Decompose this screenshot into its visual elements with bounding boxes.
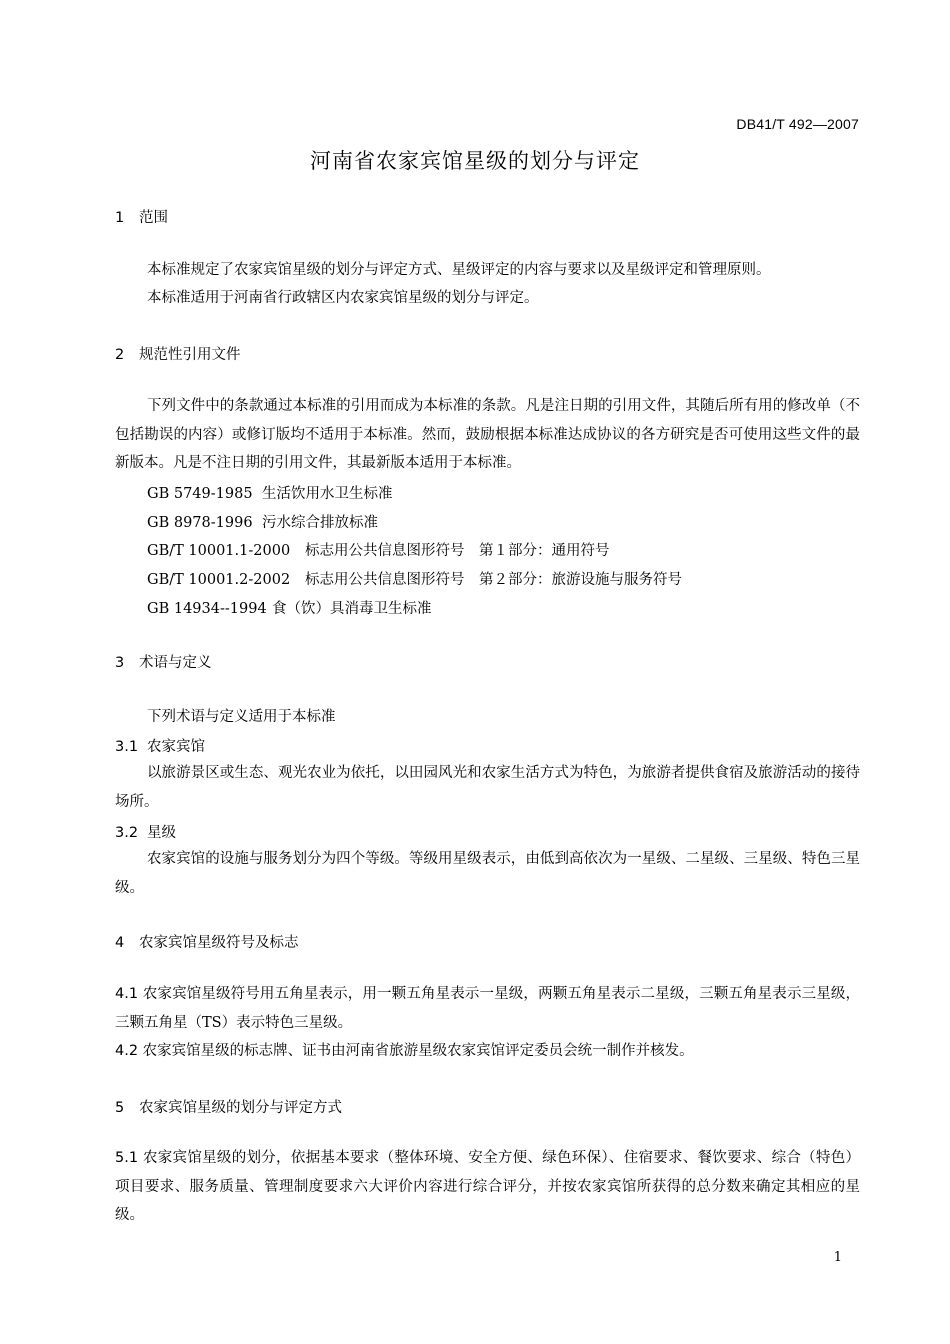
- section-title: 范围: [139, 210, 168, 226]
- clause-number: 4.1: [115, 986, 139, 1002]
- document-title: 河南省农家宾馆星级的划分与评定: [310, 149, 640, 173]
- clause-number: 4.2: [115, 1043, 139, 1059]
- reference-code: GB 8978-1996: [147, 515, 253, 531]
- term-3-1-definition: 以旅游景区或生态、观光农业为依托，以田园风光和农家生活方式为特色，为旅游者提供食宿及旅游活动的接待场所。: [115, 765, 860, 810]
- section-number: 3: [115, 655, 125, 671]
- reference-code: GB/T 10001.2-2002: [147, 572, 291, 588]
- term-3-1-heading: [115, 735, 205, 756]
- reference-item: [147, 539, 610, 560]
- clause-text: 农家宾馆星级符号用五角星表示，用一颗五角星表示一星级，两颗五角星表示二星级，三颗五角星表示三星级，三颗五角星（TS）表示特色三星级。: [115, 986, 860, 1031]
- clause-text: 农家宾馆星级的标志牌、证书由河南省旅游星级农家宾馆评定委员会统一制作并核发。: [142, 1043, 694, 1059]
- section-4-heading: [115, 931, 299, 952]
- term-3-2-heading: [115, 821, 176, 842]
- section-1-paragraph-2: 本标准适用于河南省行政辖区内农家宾馆星级的划分与评定。: [147, 290, 539, 306]
- section-number: 5: [115, 1100, 125, 1116]
- term-3-2-definition: 农家宾馆的设施与服务划分为四个等级。等级用星级表示，由低到高依次为一星级、二星级、三星级、特色三星级。: [115, 851, 860, 896]
- term-title: 农家宾馆: [147, 739, 205, 755]
- reference-code: GB 5749-1985: [147, 486, 253, 502]
- section-title: 术语与定义: [139, 655, 212, 671]
- clause-4-2: [115, 1037, 860, 1066]
- clause-5-1: [115, 1144, 860, 1230]
- reference-item: [147, 511, 378, 532]
- section-1-paragraph-1: 本标准规定了农家宾馆星级的划分与评定方式、星级评定的内容与要求以及星级评定和管理原则。: [147, 262, 771, 278]
- clause-number: 5.1: [115, 1150, 139, 1166]
- term-title: 星级: [147, 825, 176, 841]
- reference-item: [147, 597, 432, 618]
- section-5-heading: [115, 1096, 342, 1117]
- reference-code: GB 14934--1994: [147, 601, 267, 617]
- term-number: 3.2: [115, 825, 139, 841]
- section-2-heading: [115, 343, 241, 364]
- reference-name: 食（饮）具消毒卫生标准: [272, 601, 432, 617]
- term-number: 3.1: [115, 739, 139, 755]
- reference-name: 标志用公共信息图形符号 第２部分：旅游设施与服务符号: [305, 572, 682, 588]
- clause-4-1: [115, 980, 860, 1037]
- section-title: 规范性引用文件: [139, 347, 241, 363]
- standard-code: DB41/T 492—2007: [736, 116, 859, 132]
- clause-text: 农家宾馆星级的划分，依据基本要求（整体环境、安全方便、绿色环保）、住宿要求、餐饮要求、综合（特色）项目要求、服务质量、管理制度要求六大评价内容进行综合评分，并按农家宾馆所获得的总分数来确定其相应的星级。: [115, 1150, 861, 1223]
- reference-name: 标志用公共信息图形符号 第１部分：通用符号: [305, 543, 610, 559]
- section-1-heading: [115, 206, 168, 227]
- section-number: 2: [115, 347, 125, 363]
- section-title: 农家宾馆星级符号及标志: [139, 935, 299, 951]
- section-2-paragraph-1: 下列文件中的条款通过本标准的引用而成为本标准的条款。凡是注日期的引用文件，其随后所有用的修改单（不包括勘误的内容）或修订版均不适用于本标准。然而，鼓励根据本标准达成协议的各方研究是否可使用这些文件的最新版本。凡是不注日期的引用文件，其最新版本适用于本标准。: [115, 398, 860, 471]
- section-number: 4: [115, 935, 125, 951]
- reference-name: 生活饮用水卫生标准: [262, 486, 393, 502]
- reference-item: [147, 482, 393, 503]
- reference-code: GB/T 10001.1-2000: [147, 543, 291, 559]
- section-title: 农家宾馆星级的划分与评定方式: [139, 1100, 342, 1116]
- section-3-heading: [115, 651, 212, 672]
- section-number: 1: [115, 210, 125, 226]
- reference-item: [147, 568, 682, 589]
- section-3-paragraph-1: 下列术语与定义适用于本标准: [147, 709, 336, 725]
- page-number: 1: [833, 1250, 842, 1265]
- reference-name: 污水综合排放标准: [262, 515, 378, 531]
